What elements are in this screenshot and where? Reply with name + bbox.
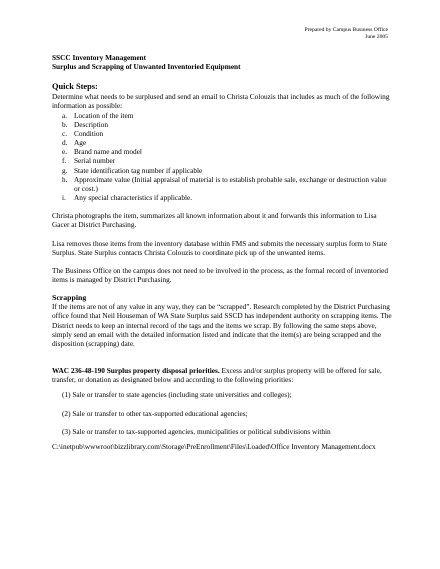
list-marker: i. bbox=[62, 193, 66, 203]
paragraph-lisa: Lisa removes those items from the inventory database within FMS and submits the necessary surplus form to State Surplus. State Surplus contacts Christa Colouzis to coordinate pick up of the unwanted items. bbox=[52, 238, 387, 257]
scrapping-paragraph: If the items are not of any value in any way, they can be “scrapped”. Research completed by the District Purchasing office found that Neil Houseman of WA State Surplus said SSCD has independent authority on scrapping items. The District needs to keep an internal record of the tags and the items we scrap. By following the same steps above, simply send an email with the detailed information listed and indicate that the item(s) are being scrapped and the disposition (scrapping) date. bbox=[52, 302, 392, 348]
list-item bbox=[62, 175, 392, 193]
file-path-footer: C:\inetpub\wwwroot\bizzlibrary.com\Storage\PreEnrollment\Files\Loaded\Office Inventory Management.docx bbox=[52, 441, 376, 451]
priority-item: (1) Sale or transfer to state agencies (including state universities and colleges); bbox=[62, 390, 292, 400]
quick-steps-intro: Determine what needs to be surplused and send an email to Christa Colouzis that includes as much of the following information as possible: bbox=[52, 92, 390, 111]
priority-item: (3) Sale or transfer to tax-supported agencies, municipalities or political subdivisions within bbox=[62, 426, 331, 436]
list-item bbox=[62, 138, 392, 147]
list-marker: d. bbox=[62, 138, 68, 148]
list-marker: g. bbox=[62, 165, 68, 175]
prepared-by-note bbox=[305, 27, 388, 41]
list-item bbox=[62, 156, 392, 165]
document-title: SSCC Inventory Management bbox=[52, 53, 147, 62]
list-item-text: Description bbox=[74, 119, 109, 129]
list-marker: c. bbox=[62, 128, 68, 138]
list-item-text: Serial number bbox=[74, 156, 116, 166]
list-marker: b. bbox=[62, 119, 68, 129]
document-body bbox=[52, 53, 392, 451]
priority-item: (2) Sale or transfer to other tax-supported educational agencies; bbox=[62, 408, 248, 418]
info-list bbox=[52, 111, 392, 203]
list-item-text: Location of the item bbox=[74, 110, 134, 120]
list-item bbox=[62, 129, 392, 138]
list-item-text: Approximate value (Initial appraisal of material is to establish probable sale, exchange or destruction value or cost.) bbox=[74, 174, 387, 193]
wac-label: WAC 236-48-190 Surplus property disposal priorities. bbox=[52, 366, 220, 376]
list-item bbox=[62, 166, 392, 175]
list-item-text: Condition bbox=[74, 128, 104, 138]
quick-steps-heading: Quick Steps: bbox=[52, 82, 98, 92]
list-item-text: Any special characteristics if applicable. bbox=[74, 193, 193, 203]
prepared-date: June 2005 bbox=[365, 34, 388, 40]
list-marker: h. bbox=[62, 174, 68, 184]
scrapping-heading: Scrapping bbox=[52, 293, 87, 303]
wac-text: Excess and/or surplus property will be offered for sale, transfer, or donation as designated below and according to the following priorities: bbox=[52, 366, 382, 385]
list-item bbox=[62, 111, 392, 120]
list-item-text: State identification tag number if applicable bbox=[74, 165, 203, 175]
wac-paragraph bbox=[52, 366, 392, 384]
list-item bbox=[62, 193, 392, 202]
prepared-by-text: Prepared by Campus Business Office bbox=[304, 27, 388, 33]
list-marker: a. bbox=[62, 110, 68, 120]
list-marker: e. bbox=[62, 147, 68, 157]
list-item-text: Age bbox=[74, 138, 87, 148]
document-subtitle: Surplus and Scrapping of Unwanted Inventoried Equipment bbox=[52, 62, 241, 72]
list-item bbox=[62, 147, 392, 156]
list-marker: f. bbox=[62, 156, 67, 166]
priority-list bbox=[62, 390, 392, 435]
paragraph-christa: Christa photographs the item, summarizes all known information about it and forwards this information to Lisa Gacer at District Purchasing. bbox=[52, 211, 377, 230]
list-item bbox=[62, 120, 392, 129]
list-item-text: Brand name and model bbox=[74, 147, 142, 157]
paragraph-business-office: The Business Office on the campus does not need to be involved in the process, as the formal record of inventoried items is managed by District Purchasing. bbox=[52, 265, 389, 284]
